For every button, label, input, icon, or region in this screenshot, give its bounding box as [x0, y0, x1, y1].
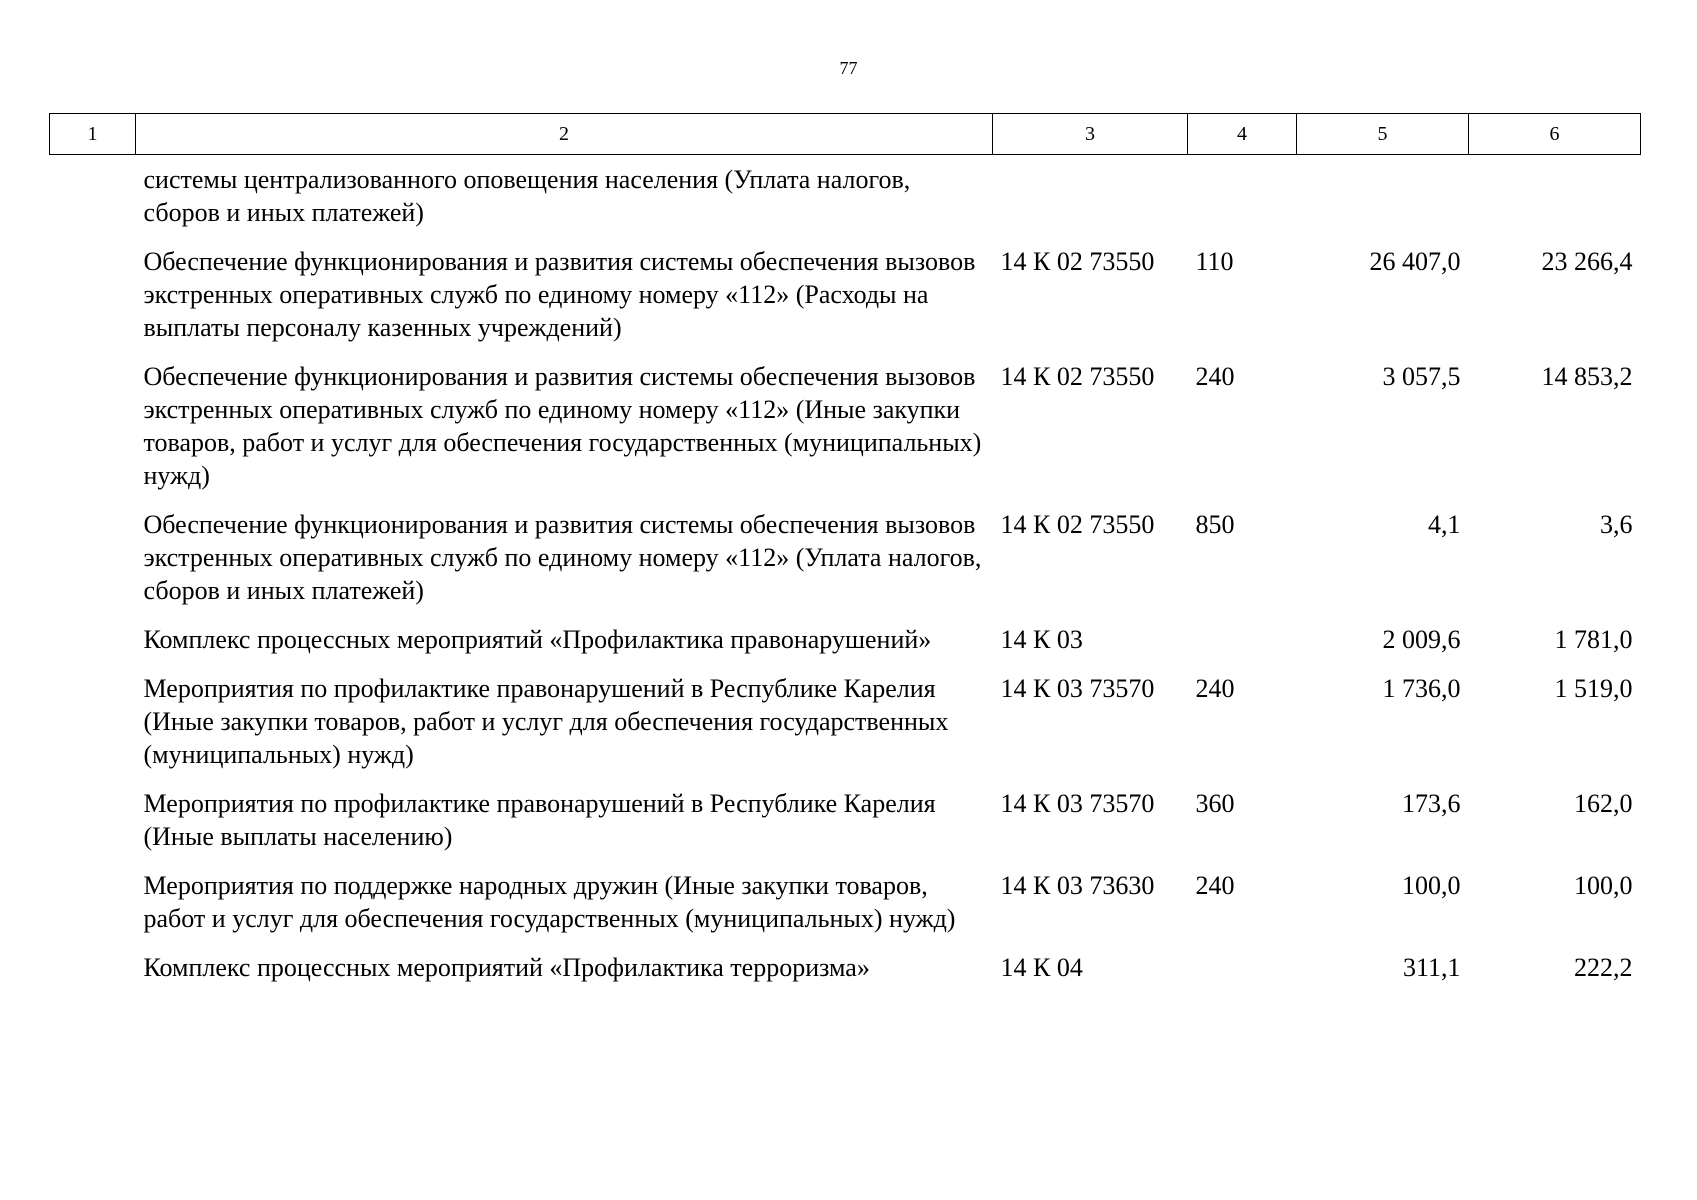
- table-row: [50, 360, 1641, 508]
- table-row: [50, 869, 1641, 951]
- amount-col5-cell: 173,6: [1402, 789, 1461, 818]
- amount-col5-cell: 100,0: [1402, 871, 1461, 900]
- expense-type-cell: 850: [1195, 510, 1235, 539]
- expense-type-cell: 110: [1195, 247, 1234, 276]
- row-number-cell: [50, 951, 136, 1000]
- target-code-cell: 14 К 03 73570: [1000, 674, 1155, 703]
- target-code-cell: 14 К 02 73550: [1000, 247, 1155, 276]
- amount-col6-cell: 14 853,2: [1541, 362, 1633, 391]
- table-row: [50, 508, 1641, 623]
- table-row: [50, 951, 1641, 1000]
- table-body: [50, 155, 1641, 1001]
- column-header-4: 4: [1188, 114, 1297, 155]
- column-header-3: 3: [993, 114, 1188, 155]
- amount-col5-cell: [1297, 155, 1469, 246]
- expense-name-cell: Комплекс процессных мероприятий «Профилактика терроризма»: [143, 953, 870, 982]
- table-row: [50, 787, 1641, 869]
- amount-col5-cell: 2 009,6: [1382, 625, 1461, 654]
- expense-type-cell: 240: [1195, 362, 1235, 391]
- table-row: [50, 245, 1641, 360]
- row-number-cell: [50, 360, 136, 508]
- expense-type-cell: 360: [1195, 789, 1235, 818]
- expense-name-cell: Обеспечение функционирования и развития системы обеспечения вызовов экстренных оперативных служб по единому номеру «112» (Уплата налогов, сборов и иных платежей): [143, 510, 982, 605]
- expense-name-cell: Обеспечение функционирования и развития системы обеспечения вызовов экстренных оперативных служб по единому номеру «112» (Иные закупки товаров, работ и услуг для обеспечения государственных (муниципальных) нужд): [143, 362, 982, 490]
- expense-name-cell: Мероприятия по профилактике правонарушений в Республике Карелия (Иные выплаты населению): [143, 789, 936, 851]
- row-number-cell: [50, 623, 136, 672]
- row-number-cell: [50, 508, 136, 623]
- amount-col6-cell: 1 519,0: [1554, 674, 1633, 703]
- amount-col6-cell: 100,0: [1574, 871, 1633, 900]
- target-code-cell: 14 К 02 73550: [1000, 362, 1155, 391]
- table-row: [50, 155, 1641, 246]
- header-row: [50, 114, 1641, 155]
- expense-name-cell: Комплекс процессных мероприятий «Профилактика правонарушений»: [143, 625, 932, 654]
- target-code-cell: 14 К 03 73630: [1000, 871, 1155, 900]
- expense-type-cell: [1188, 623, 1297, 672]
- expense-type-cell: 240: [1195, 674, 1235, 703]
- amount-col6-cell: [1469, 155, 1641, 246]
- amount-col6-cell: 222,2: [1574, 953, 1633, 982]
- column-header-1: 1: [50, 114, 136, 155]
- amount-col5-cell: 4,1: [1428, 510, 1461, 539]
- expense-type-cell: 240: [1195, 871, 1235, 900]
- target-code-cell: 14 К 03 73570: [1000, 789, 1155, 818]
- target-code-cell: 14 К 02 73550: [1000, 510, 1155, 539]
- amount-col6-cell: 1 781,0: [1554, 625, 1633, 654]
- row-number-cell: [50, 245, 136, 360]
- expense-type-cell: [1188, 155, 1297, 246]
- amount-col5-cell: 3 057,5: [1382, 362, 1461, 391]
- expense-type-cell: [1188, 951, 1297, 1000]
- amount-col5-cell: 311,1: [1402, 953, 1461, 982]
- page-number: 77: [839, 58, 858, 78]
- expense-name-cell: системы централизованного оповещения населения (Уплата налогов, сборов и иных платежей): [143, 165, 911, 227]
- amount-col6-cell: 162,0: [1574, 789, 1633, 818]
- column-header-5: 5: [1297, 114, 1469, 155]
- expense-name-cell: Обеспечение функционирования и развития системы обеспечения вызовов экстренных оперативных служб по единому номеру «112» (Расходы на выплаты персоналу казенных учреждений): [143, 247, 976, 342]
- row-number-cell: [50, 672, 136, 787]
- amount-col5-cell: 1 736,0: [1382, 674, 1461, 703]
- amount-col6-cell: 23 266,4: [1541, 247, 1633, 276]
- target-code-cell: [993, 155, 1188, 246]
- column-header-6: 6: [1469, 114, 1641, 155]
- amount-col5-cell: 26 407,0: [1369, 247, 1461, 276]
- target-code-cell: 14 К 03: [1000, 625, 1083, 654]
- amount-col6-cell: 3,6: [1600, 510, 1633, 539]
- budget-table: [49, 113, 1641, 1000]
- table-row: [50, 672, 1641, 787]
- row-number-cell: [50, 869, 136, 951]
- table-row: [50, 623, 1641, 672]
- row-number-cell: [50, 787, 136, 869]
- target-code-cell: 14 К 04: [1000, 953, 1083, 982]
- table-header: [50, 114, 1641, 155]
- expense-name-cell: Мероприятия по профилактике правонарушений в Республике Карелия (Иные закупки товаров, работ и услуг для обеспечения государственных (муниципальных) нужд): [143, 674, 949, 769]
- expense-name-cell: Мероприятия по поддержке народных дружин (Иные закупки товаров, работ и услуг для обеспечения государственных (муниципальных) нужд): [143, 871, 956, 933]
- row-number-cell: [50, 155, 136, 246]
- column-header-2: 2: [136, 114, 993, 155]
